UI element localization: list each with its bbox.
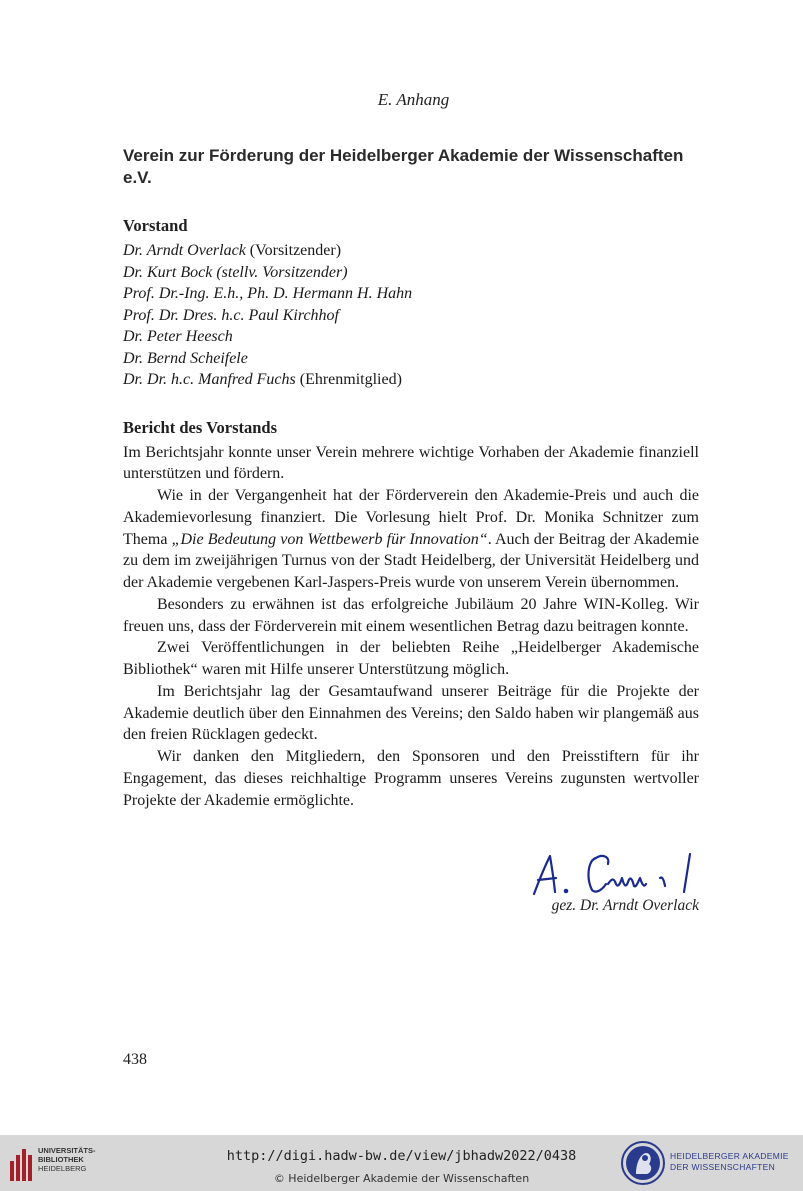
signature-caption: gez. Dr. Arndt Overlack: [551, 897, 699, 914]
report-section: [123, 417, 699, 812]
section-title: Verein zur Förderung der Heidelberger Akademie der Wissenschaften e.V.: [123, 146, 684, 187]
board-section: [123, 215, 699, 391]
page-number: 438: [123, 1051, 147, 1068]
academy-seal-logo[interactable]: [620, 1140, 666, 1186]
library-line: HEIDELBERG: [38, 1164, 87, 1173]
academy-name: [670, 1151, 789, 1173]
board-member: [123, 348, 699, 370]
report-paragraph: [123, 485, 699, 594]
report-paragraph: Im Berichtsjahr lag der Gesamtaufwand unserer Beiträge für die Projekte der Akademie deutlich über den Einnahmen des Vereins; den Saldo haben wir plangemäß aus den freien Rücklagen gedeckt.: [123, 682, 699, 744]
lecture-title: „Die Bedeutung von Wettbewerb für Innovation“: [171, 530, 488, 548]
report-paragraph: Zwei Veröffentlichungen in der beliebten Reihe „Heidelberger Akademische Bibliothek“ waren mit Hilfe unserer Unterstützung möglich.: [123, 639, 699, 678]
paragraph-text: . Auch der Beitrag der Akademie zu dem im zweijährigen Turnus von der Stadt Heidelberg, der Universität Heidelberg und der Akademie vergebenen Karl-Jaspers-Preis wurde von unserem Verein übernommen.: [123, 530, 700, 591]
academy-line: HEIDELBERGER AKADEMIE: [670, 1151, 789, 1161]
report-paragraph: Besonders zu erwähnen ist das erfolgreiche Jubiläum 20 Jahre WIN-Kolleg. Wir freuen uns, dass der Förderverein mit einem wesentlichen Betrag dazu beitragen konnte.: [123, 595, 699, 635]
library-line: UNIVERSITÄTS-: [38, 1146, 96, 1155]
report-paragraph: Im Berichtsjahr konnte unser Verein mehrere wichtige Vorhaben der Akademie finanziell unterstützen und fördern.: [123, 443, 699, 483]
member-name: Dr. Peter Heesch: [123, 328, 233, 345]
board-member: [123, 305, 699, 327]
handwritten-signature: [528, 848, 703, 898]
board-member: [123, 369, 699, 391]
report-body: [123, 442, 699, 812]
member-role: (Ehrenmitglied): [295, 371, 402, 388]
academy-line: DER WISSENSCHAFTEN: [670, 1162, 776, 1172]
member-name: Prof. Dr.-Ing. E.h., Ph. D. Hermann H. Hahn: [123, 285, 413, 302]
running-head: E. Anhang: [377, 90, 450, 109]
viewer-footer: [0, 1135, 803, 1191]
paragraph-text: Wie in der Vergangenheit hat der Förderverein den Akademie-Preis und auch die Akademievorlesung finanziert. Die Vorlesung hielt Prof. Dr. Monika Schnitzer zum Thema: [123, 487, 699, 548]
board-member: [123, 240, 699, 262]
board-member-list: [123, 240, 699, 391]
report-heading: Bericht des Vorstands: [123, 417, 278, 437]
board-member: [123, 326, 699, 348]
member-name: Dr. Bernd Scheifele: [123, 349, 248, 367]
member-name: Dr. Dr. h.c. Manfred Fuchs: [123, 371, 296, 388]
document-url-link[interactable]: http://digi.hadw-bw.de/view/jbhadw2022/0438: [226, 1148, 577, 1164]
member-name: Dr. Kurt Bock (stellv. Vorsitzender): [123, 263, 348, 281]
board-heading: Vorstand: [123, 216, 188, 235]
page-content: [123, 145, 699, 811]
copyright-notice: © Heidelberger Akademie der Wissenschaften: [273, 1172, 530, 1185]
member-name: Dr. Arndt Overlack: [123, 242, 246, 259]
board-member: [123, 262, 699, 284]
member-role: (Vorsitzender): [245, 242, 342, 259]
report-paragraph: Wir danken den Mitgliedern, den Sponsoren und den Preisstiftern für ihr Engagement, das dieses reichhaltige Programm unseres Vereins zugunsten wertvoller Projekte der Akademie ermöglichte.: [123, 748, 699, 809]
library-line: BIBLIOTHEK: [38, 1155, 84, 1164]
board-member: [123, 283, 699, 305]
member-name: Prof. Dr. Dres. h.c. Paul Kirchhof: [123, 306, 339, 324]
